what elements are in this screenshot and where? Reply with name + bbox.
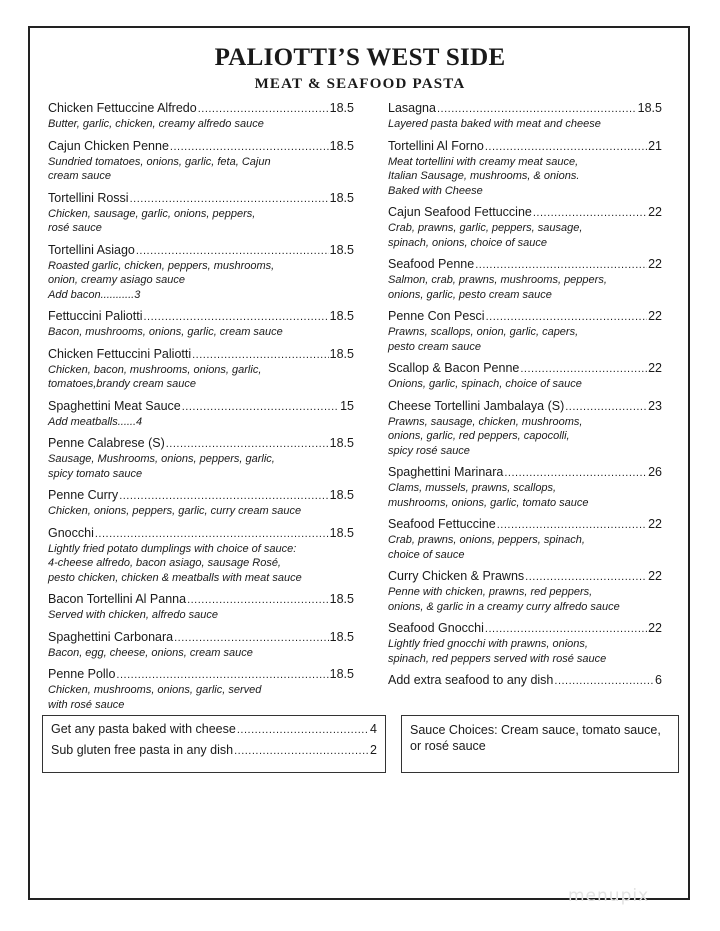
dot-leader (497, 518, 647, 533)
menu-item-line (48, 309, 354, 325)
dot-leader (504, 466, 647, 481)
dot-leader (198, 102, 329, 117)
menu-item-price: 22 (648, 569, 662, 583)
dot-leader (166, 437, 329, 452)
menu-item-name: Spaghettini Marinara (388, 465, 504, 479)
menu-item-description: Chicken, bacon, mushrooms, onions, garlic, tomatoes,brandy cream sauce (48, 363, 262, 390)
menu-item (48, 436, 354, 481)
menu-item-name: Cajun Chicken Penne (48, 138, 169, 153)
dot-leader (130, 192, 329, 207)
menu-item (388, 465, 662, 510)
menu-item-line (48, 243, 354, 259)
menu-item-description: Penne with chicken, prawns, red peppers, onions, & garlic in a creamy curry alfredo sauce (388, 586, 620, 613)
menu-item-name: Lasagna (388, 101, 436, 115)
menu-item-line (48, 592, 354, 608)
menu-item-description: Lightly fried gnocchi with prawns, onions, spinach, red peppers served with rosé sauce (388, 638, 607, 665)
menu-item-price: 18.5 (329, 242, 354, 257)
menu-item-line (388, 621, 662, 637)
menu-item-name: Penne Curry (48, 488, 119, 502)
menu-item-line (48, 399, 354, 415)
menu-item-line (388, 101, 662, 117)
menu-item-line (388, 465, 662, 481)
dot-leader (119, 489, 328, 504)
dot-leader (485, 140, 647, 155)
menu-item-price: 23 (648, 398, 662, 413)
menu-item-price: 15 (340, 398, 354, 413)
sauce-choices-text: Sauce Choices: Cream sauce, tomato sauce, or rosé sauce (410, 723, 661, 753)
menu-item-line (48, 139, 354, 155)
menu-item-description: Layered pasta baked with meat and cheese (388, 118, 601, 130)
menu-item-name: Tortellini Asiago (48, 242, 135, 257)
menu-item (388, 139, 662, 199)
menu-item-name: Cajun Seafood Fettuccine (388, 205, 532, 219)
menu-item-line (388, 309, 662, 325)
menu-item-name: Chicken Fettuccine Alfredo (48, 101, 197, 115)
menu-item-line (48, 191, 354, 207)
menu-item-price: 18.5 (329, 436, 354, 450)
menu-item-name: Sub gluten free pasta in any dish (51, 743, 234, 757)
menu-item (388, 399, 662, 459)
menu-item-name: Penne Calabrese (S) (48, 436, 165, 450)
menu-item (48, 243, 354, 303)
menu-item-description: Onions, garlic, spinach, choice of sauce (388, 378, 582, 390)
dot-leader (237, 724, 369, 736)
menu-item-line (388, 139, 662, 155)
sauce-choices-box (401, 715, 679, 773)
menu-item-description: Prawns, sausage, chicken, mushrooms, onions, garlic, red peppers, capocolli, spicy rosé sauce (388, 415, 583, 457)
menu-item-description: Sundried tomatoes, onions, garlic, feta, Cajun cream sauce (48, 155, 271, 182)
menu-item (388, 517, 662, 562)
menu-item-name: Seafood Penne (388, 257, 475, 271)
menu-item (388, 309, 662, 354)
menu-item-name: Tortellini Rossi (48, 190, 129, 205)
menu-item-line (48, 101, 354, 117)
menu-item-line (388, 205, 662, 221)
menu-item-price: 18.5 (329, 525, 354, 540)
menu-item-price: 18.5 (329, 346, 354, 361)
menu-item-name: Chicken Fettuccini Paliotti (48, 346, 192, 361)
menu-item-name: Seafood Gnocchi (388, 621, 484, 635)
menu-item-description: Chicken, mushrooms, onions, garlic, served with rosé sauce (48, 684, 262, 711)
menu-item-price: 22 (648, 361, 662, 375)
menu-item (48, 592, 354, 623)
menu-item-description: Sausage, Mushrooms, onions, peppers, garlic, spicy tomato sauce (48, 453, 275, 480)
dot-leader (170, 140, 329, 155)
menu-item-price: 18.5 (329, 629, 354, 644)
menu-item-line (388, 361, 662, 377)
menu-item-name: Scallop & Bacon Penne (388, 361, 520, 375)
dot-leader (116, 668, 328, 683)
menu-item-description: Salmon, crab, prawns, mushrooms, peppers, onions, garlic, pesto cream sauce (388, 274, 607, 301)
menu-item-price: 18.5 (329, 190, 354, 205)
watermark-logo: menupix (568, 886, 650, 906)
menu-item (48, 399, 354, 430)
menu-item-line (51, 743, 377, 757)
dot-leader (485, 622, 647, 637)
menu-item-price: 22 (648, 517, 662, 531)
menu-item (48, 488, 354, 519)
menu-item-description: Lightly fried potato dumplings with choice of sauce: 4-cheese alfredo, bacon asiago, sausage Rosé, pesto chicken, chicken & meatballs with meat sauce (48, 542, 302, 584)
menu-item-description: Bacon, mushrooms, onions, garlic, cream sauce (48, 326, 283, 338)
dot-leader (554, 674, 654, 689)
menu-item (48, 630, 354, 661)
menu-item-price: 18.5 (637, 101, 662, 115)
dot-leader (437, 102, 637, 117)
menu-item-price: 4 (370, 722, 377, 736)
menu-item-price: 22 (648, 205, 662, 219)
menu-item-name: Cheese Tortellini Jambalaya (S) (388, 398, 565, 413)
dot-leader (475, 258, 647, 273)
menu-item-line (48, 488, 354, 504)
menu-item-price: 2 (370, 743, 377, 757)
menu-item-price: 22 (648, 257, 662, 271)
menu-item (48, 667, 354, 712)
menu-item-name: Bacon Tortellini Al Panna (48, 592, 187, 606)
left-menu-column (48, 101, 354, 719)
menu-item-line (388, 517, 662, 533)
menu-item-line (48, 436, 354, 452)
menu-item-name: Get any pasta baked with cheese (51, 722, 236, 736)
menu-item-description: Meat tortellini with creamy meat sauce, Italian Sausage, mushrooms, & onions. Baked with Cheese (388, 155, 580, 197)
menu-item (388, 257, 662, 302)
menu-item-line (388, 673, 662, 689)
menu-item-line (48, 347, 354, 363)
menu-item-description: Bacon, egg, cheese, onions, cream sauce (48, 646, 253, 659)
menu-item-price: 26 (648, 465, 662, 479)
menu-item-description: Chicken, onions, peppers, garlic, curry cream sauce (48, 505, 302, 517)
menu-item-price: 18.5 (329, 138, 354, 153)
menu-item-name: Curry Chicken & Prawns (388, 569, 525, 583)
menu-item-price: 18.5 (329, 592, 354, 606)
right-menu-column (388, 101, 662, 696)
menu-item-line (388, 257, 662, 273)
menu-item (388, 205, 662, 250)
dot-leader (565, 400, 647, 415)
menu-item-name: Add extra seafood to any dish (388, 673, 554, 687)
menu-item-description: Prawns, scallops, onion, garlic, capers, pesto cream sauce (388, 326, 579, 353)
menu-item (388, 569, 662, 614)
menu-item-name: Penne Con Pesci (388, 309, 485, 323)
menu-item (48, 526, 354, 586)
menu-item (388, 673, 662, 689)
dot-leader (525, 570, 647, 585)
menu-item-name: Tortellini Al Forno (388, 138, 484, 153)
menu-item-line (48, 667, 354, 683)
menu-item-price: 18.5 (329, 101, 354, 115)
menu-item-name: Gnocchi (48, 525, 94, 540)
menu-item-price: 18.5 (329, 667, 354, 681)
menu-item-description: Clams, mussels, prawns, scallops, mushrooms, onions, garlic, tomato sauce (388, 482, 589, 509)
menu-item-description: Crab, prawns, garlic, peppers, sausage, spinach, onions, choice of sauce (388, 222, 583, 249)
menu-item (48, 101, 354, 132)
section-subtitle: MEAT & SEAFOOD PASTA (254, 76, 466, 92)
menu-item-line (388, 569, 662, 585)
dot-leader (174, 631, 329, 646)
dot-leader (187, 593, 329, 608)
extras-box (42, 715, 386, 773)
menu-item-description: Chicken, sausage, garlic, onions, peppers, rosé sauce (48, 207, 256, 234)
menu-item-line (48, 526, 354, 542)
menu-item-name: Spaghettini Meat Sauce (48, 398, 181, 413)
dot-leader (533, 206, 647, 221)
menu-item-line (388, 399, 662, 415)
menu-item (48, 191, 354, 236)
menu-item (48, 309, 354, 340)
restaurant-title: PALIOTTI’S WEST SIDE (214, 44, 506, 71)
menu-item-line (51, 722, 377, 736)
dot-leader (192, 348, 329, 363)
menu-item-price: 22 (648, 621, 662, 635)
menu-item-name: Seafood Fettuccine (388, 517, 496, 531)
dot-leader (520, 362, 647, 377)
dot-leader (95, 527, 329, 542)
menu-item-name: Penne Pollo (48, 667, 116, 681)
menu-item-price: 21 (648, 138, 662, 153)
menu-item-name: Fettuccini Paliotti (48, 309, 143, 323)
dot-leader (486, 310, 648, 325)
dot-leader (182, 400, 339, 415)
menu-item-price: 18.5 (329, 488, 354, 502)
menu-item (388, 101, 662, 132)
menu-item-description: Add meatballs......4 (48, 415, 143, 428)
menu-item-name: Spaghettini Carbonara (48, 629, 174, 644)
menu-item-description: Crab, prawns, onions, peppers, spinach, choice of sauce (388, 534, 585, 561)
menu-item-description: Served with chicken, alfredo sauce (48, 609, 218, 621)
dot-leader (143, 310, 328, 325)
menu-item (388, 621, 662, 666)
dot-leader (136, 244, 329, 259)
menu-item-description: Butter, garlic, chicken, creamy alfredo sauce (48, 118, 264, 130)
menu-item-price: 22 (648, 309, 662, 323)
menu-item (48, 347, 354, 392)
menu-item (388, 361, 662, 392)
menu-item-price: 18.5 (329, 309, 354, 323)
menu-item (48, 139, 354, 184)
menu-item-price: 6 (655, 673, 662, 687)
dot-leader (234, 745, 369, 757)
menu-item-description: Roasted garlic, chicken, peppers, mushrooms, onion, creamy asiago sauce Add bacon...........3 (48, 259, 275, 301)
menu-item-line (48, 630, 354, 646)
